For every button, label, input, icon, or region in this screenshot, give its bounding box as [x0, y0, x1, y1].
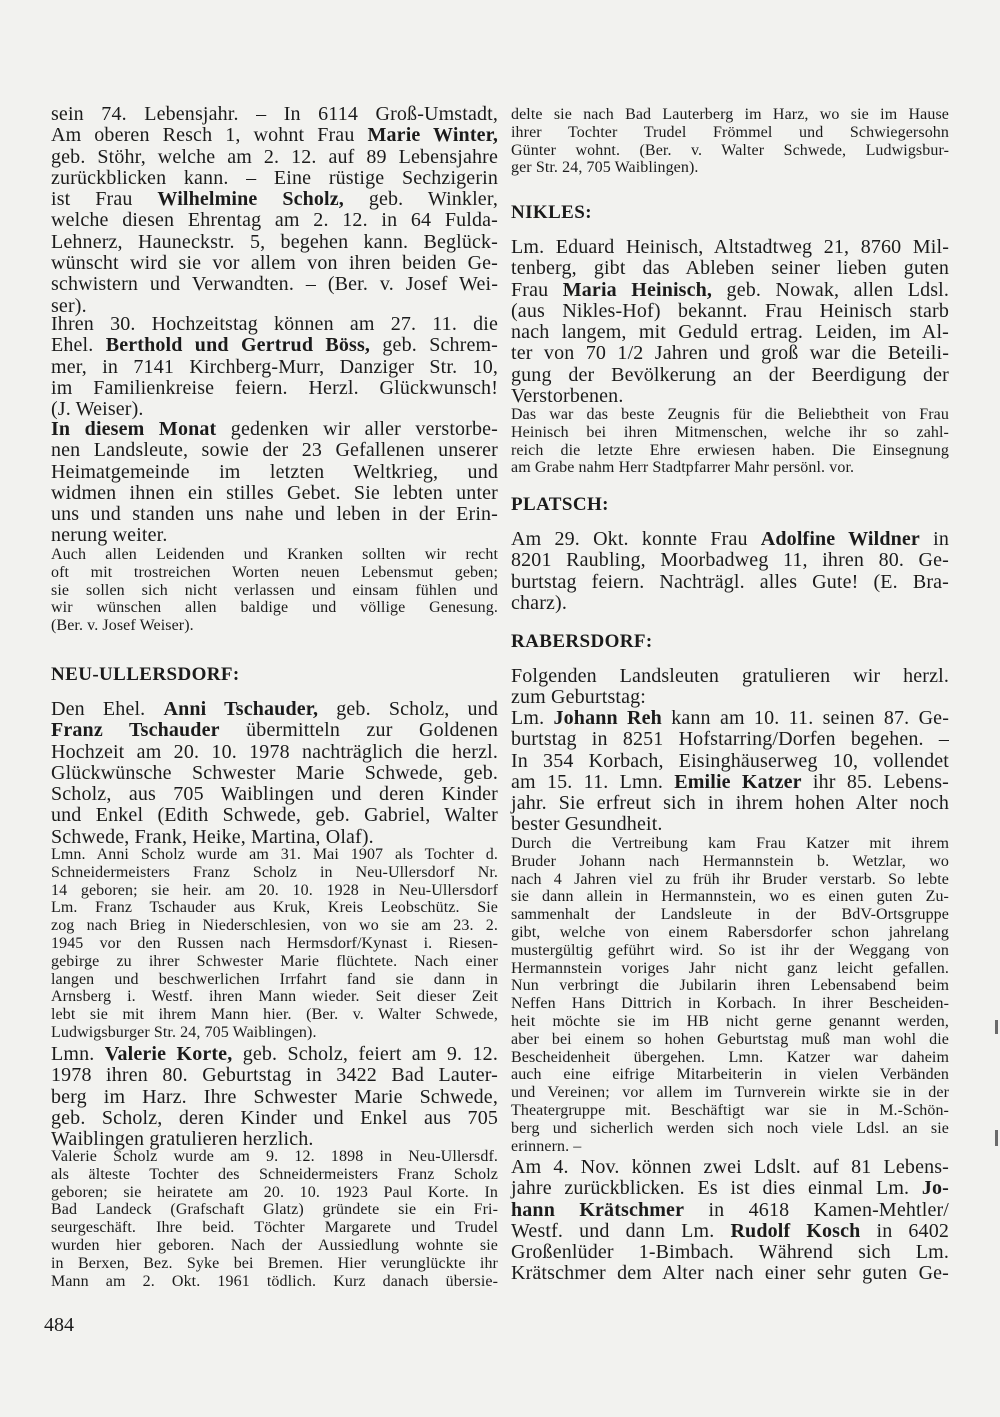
- paragraph-small-print: [511, 406, 949, 477]
- bold-name: Berthold und Gertrud Böss,: [105, 334, 371, 357]
- text-line: heit möchte sie im HB nicht gerne genannt werden,: [511, 1012, 949, 1030]
- text-line: aber bei einem so hohen Geburtstag muß man wohl die: [511, 1030, 949, 1048]
- paragraph-small-print: [511, 106, 949, 177]
- text-line: Lm. Franz Tschauder aus Kruk, Kreis Leobschütz. Sie: [51, 899, 498, 917]
- text-line: geb. Scholz, deren Kinder und Enkel aus 705: [51, 1106, 498, 1129]
- scan-edge-mark: [995, 1020, 998, 1034]
- scan-edge-mark: [995, 1130, 998, 1146]
- text-line: burtstag feiern. Nachträgl. alles Gute! (E. Bra-: [511, 570, 949, 593]
- section-heading: NEU-ULLERSDORF:: [51, 664, 240, 685]
- text-line: zog nach Brieg in Niederschlesien, von wo sie am 23. 2.: [51, 917, 498, 935]
- text-line: gebirge zu ihrer Schwester Marie flüchtete. Nach einer: [51, 952, 498, 970]
- bold-name: Maria Heinisch,: [562, 278, 713, 301]
- text-line: widmen ihnen ein stilles Gebet. Sie lebten unter: [51, 481, 498, 504]
- text-line: Theatergruppe mit. Beschäftigt war sie in M.-Schön-: [511, 1101, 949, 1119]
- text-line: Günter wohnt. (Ber. v. Walter Schwede, Ludwigsbur-: [511, 141, 949, 159]
- text-line: Scholz, aus 705 Waiblingen und deren Kinder: [51, 783, 498, 806]
- text-run: Frau: [511, 278, 563, 301]
- paragraph-small-print: [511, 835, 949, 1155]
- bold-name: Adolfine Wildner: [760, 528, 920, 550]
- text-line: im Familienkreise feiern. Herzl. Glückwunsch!: [51, 376, 498, 399]
- text-line: nach langem, mit Geduld ertrag. Leiden, im Al-: [511, 321, 949, 344]
- paragraph: [511, 1157, 949, 1285]
- paragraph-small-print: [51, 546, 498, 635]
- text-line: Bescheidenheit übergehen. Lmn. Katzer war daheim: [511, 1048, 949, 1066]
- text-line: (aus Nikles-Hof) bekannt. Frau Heinisch starb: [511, 299, 949, 322]
- text-line: geb. Stöhr, welche am 2. 12. auf 89 Lebensjahre: [51, 145, 498, 168]
- text-line: gung der Bevölkerung an der Beerdigung der: [511, 363, 949, 386]
- text-line: reich die letzte Ehre erwiesen haben. Die Einsegnung: [511, 441, 949, 459]
- text-run: übermitteln zur Goldenen: [219, 719, 498, 742]
- text-line: Schwede, Frank, Heike, Martina, Olaf).: [51, 825, 374, 848]
- paragraph: [51, 699, 498, 848]
- paragraph-small-print: [51, 846, 498, 1042]
- text-line: Das war das beste Zeugnis für die Beliebtheit von Frau: [511, 406, 949, 423]
- text-line: gibt, welche von einem Rabersdorfer schon jahrelang: [511, 923, 949, 941]
- paragraph: [51, 104, 498, 317]
- text-line: ger Str. 24, 705 Waiblingen).: [511, 159, 699, 177]
- text-line: 14 geboren; sie heir. am 20. 10. 1928 in Neu-Ullersdorf: [51, 881, 498, 899]
- paragraph: [51, 1044, 498, 1150]
- text-line: In 354 Korbach, Eisinghäuserweg 10, vollendet: [511, 749, 949, 772]
- text-run: geb. Scholz, feiert am 9. 12.: [232, 1043, 498, 1065]
- text-line: [51, 189, 498, 210]
- text-run: Lmn.: [51, 1043, 105, 1065]
- paragraph-small-print: [51, 1148, 498, 1290]
- text-run: geb. Nowak, allen Ldsl.: [712, 278, 950, 301]
- text-line: nerung weiter.: [51, 524, 168, 547]
- text-line: wünscht wird sie vor allem von ihren beiden Ge-: [51, 252, 498, 275]
- text-run: geb. Schrem-: [370, 334, 498, 357]
- text-line: Schneidermeisters Franz Scholz in Neu-Ullersdorf Nr.: [51, 863, 498, 881]
- text-line: Am 4. Nov. können zwei Ldslt. auf 81 Lebens-: [511, 1156, 949, 1178]
- text-line: seurgeschäft. Ihre beid. Töchter Margarete und Trudel: [51, 1219, 498, 1237]
- text-line: Großenlüder 1-Bimbach. Während sich Lm.: [511, 1241, 949, 1264]
- text-line: als älteste Tochter des Schneidermeisters Franz Scholz: [51, 1165, 498, 1183]
- text-line: burtstag in 8251 Hofstarring/Dorfen begehen. –: [511, 728, 949, 751]
- text-line: [51, 335, 498, 356]
- paragraph: [511, 529, 949, 614]
- text-line: Heimatgemeinde im letzten Weltkrieg, und: [51, 460, 498, 483]
- text-line: [511, 772, 949, 793]
- text-line: 8201 Raubling, Moorbadweg 11, ihren 80. Ge-: [511, 549, 949, 572]
- text-line: mer, in 7141 Kirchberg-Murr, Danziger Str. 10,: [51, 355, 498, 378]
- text-line: ihrer Tochter Trudel Frömmel und Schwiegersohn: [511, 123, 949, 141]
- paragraph: [511, 708, 949, 836]
- text-line: Folgenden Landsleuten gratulieren wir herzl.: [511, 665, 949, 687]
- text-line: Ludwigsburger Str. 24, 705 Waiblingen).: [51, 1023, 317, 1041]
- bold-name: Valerie Korte,: [104, 1043, 233, 1065]
- text-line: Auch allen Leidenden und Kranken sollten wir recht: [51, 546, 498, 563]
- text-run: Westf. und dann Lm.: [511, 1219, 731, 1242]
- text-line: lebt sie mit ihrem Mann hier. (Ber. v. Walter Schwede,: [51, 1006, 498, 1024]
- text-line: und Vereinen; vor allem im Turnverein wirkte sie in der: [511, 1084, 949, 1102]
- text-line: mustergültig geführt wird. So ist ihr der Weggang von: [511, 941, 949, 959]
- paragraph: [511, 666, 949, 709]
- text-line: Hochzeit am 20. 10. 1978 nachträglich die herzl.: [51, 740, 498, 763]
- section-heading: RABERSDORF:: [511, 631, 653, 652]
- text-run: Am 29. Okt. konnte Frau: [511, 528, 761, 550]
- text-line: Nun verbringt die Jubilarin ihren Lebensabend beim: [511, 977, 949, 995]
- text-line: sie dann allein in Hermannstein, wo es einen guten Zu-: [511, 888, 949, 906]
- text-line: oft mit trostreichen Worten neuen Lebensmut geben;: [51, 563, 498, 581]
- text-line: sein 74. Lebensjahr. – In 6114 Groß-Umstadt,: [51, 103, 498, 125]
- text-run: kann am 10. 11. seinen 87. Ge-: [661, 707, 950, 729]
- bold-name: Rudolf Kosch: [730, 1219, 861, 1242]
- text-line: Heinisch bei ihren Mitmenschen, welche ihr so zahl-: [511, 423, 949, 441]
- text-line: [51, 720, 498, 741]
- text-line: Bad Landeck (Grafschaft Glatz) gründete sie ein Fri-: [51, 1201, 498, 1219]
- text-line: berg und sicherlich werden sich noch viele Ldsl. an sie: [511, 1119, 949, 1137]
- text-line: welche diesen Ehrentag am 2. 12. in 64 Fulda-: [51, 209, 498, 232]
- text-line: ter von 70 1/2 Jahren und groß war die Beteili-: [511, 342, 949, 365]
- text-line: 1978 ihren 80. Geburtstag in 3422 Bad Lauter-: [51, 1064, 498, 1087]
- text-run: Den Ehel.: [51, 698, 164, 720]
- text-line: zurückblicken kann. – Eine rüstige Sechzigerin: [51, 166, 498, 189]
- text-line: ser).: [51, 294, 87, 317]
- text-line: nach 4 Jahren viel zu früh ihr Bruder verstarb. So lebte: [511, 870, 949, 888]
- paragraph: [511, 237, 949, 407]
- bold-name: Anni Tschauder,: [163, 698, 319, 720]
- text-line: [51, 699, 498, 720]
- text-line: [511, 529, 949, 550]
- text-line: wir wünschen allen baldige und völlige Genesung.: [51, 599, 498, 617]
- bold-name: Jo-: [921, 1177, 949, 1200]
- text-line: uns und standen uns nahe und leben in der Erin-: [51, 503, 498, 526]
- page-number: 484: [44, 1314, 74, 1336]
- text-line: [511, 1178, 949, 1199]
- text-line: 1945 vor den Russen nach Hermsdorf/Kynast i. Riesen-: [51, 934, 498, 952]
- text-line: [511, 1221, 949, 1242]
- text-line: Mann am 2. Okt. 1961 tödlich. Kurz danach übersie-: [51, 1272, 498, 1290]
- text-run: geb. Scholz, und: [318, 698, 498, 720]
- text-line: Bruder Johann nach Hermannstein b. Wetzlar, wo: [511, 852, 949, 870]
- bold-name: In diesem Monat: [51, 418, 217, 440]
- text-line: jahr. Sie erfreut sich in ihrem hohen Alter noch: [511, 792, 949, 815]
- text-run: ist Frau: [51, 188, 158, 211]
- text-line: [511, 708, 949, 729]
- text-line: Krätschmer dem Alter nach einer sehr guten Ge-: [511, 1262, 949, 1285]
- bold-name: Johann Reh: [553, 707, 662, 729]
- text-run: am 15. 11. Lmn.: [511, 770, 675, 793]
- text-line: [51, 1044, 498, 1065]
- text-line: sammenhalt der Landsleute in der BdV-Ortsgruppe: [511, 906, 949, 924]
- text-run: ihr 85. Lebens-: [801, 770, 949, 793]
- text-line: [511, 1200, 949, 1221]
- text-line: geboren; sie heiratete am 20. 10. 1923 Paul Korte. In: [51, 1183, 498, 1201]
- text-run: in 6402: [860, 1219, 949, 1242]
- text-run: gedenken wir aller verstorbe-: [216, 418, 498, 440]
- text-line: [51, 125, 498, 146]
- text-line: (Ber. v. Josef Weiser).: [51, 617, 194, 635]
- text-line: Verstorbenen.: [511, 385, 624, 408]
- text-line: schwistern und Verwandten. – (Ber. v. Josef Wei-: [51, 273, 498, 296]
- section-heading: NIKLES:: [511, 202, 592, 223]
- text-line: Ihren 30. Hochzeitstag können am 27. 11. die: [51, 313, 498, 335]
- section-heading: PLATSCH:: [511, 494, 609, 515]
- text-run: jahre zurückblicken. Es ist dies einmal Lm.: [511, 1177, 922, 1200]
- text-line: langen und beschwerlichen Irrfahrt fand sie dann in: [51, 970, 498, 988]
- text-line: wurden hier geboren. Nach der Aussiedlung wohnte sie: [51, 1236, 498, 1254]
- text-line: auch eine eifrige Mitarbeiterin in vielen Verbänden: [511, 1066, 949, 1084]
- text-line: Lehnerz, Hauneckstr. 5, begehen kann. Beglück-: [51, 230, 498, 253]
- paragraph: [51, 419, 498, 547]
- bold-name: Emilie Katzer: [674, 770, 802, 793]
- text-line: Neffen Hans Dittrich in Korbach. In ihrer Bescheiden-: [511, 995, 949, 1013]
- text-line: berg im Harz. Ihre Schwester Marie Schwede,: [51, 1085, 498, 1108]
- text-line: Waiblingen gratulieren herzlich.: [51, 1128, 314, 1151]
- text-line: bester Gesundheit.: [511, 813, 663, 836]
- text-line: erinnern. –: [511, 1137, 582, 1155]
- text-line: nen Landsleute, sowie der 23 Gefallenen unserer: [51, 439, 498, 462]
- text-line: am Grabe nahm Herr Stadtpfarrer Mahr persönl. vor.: [511, 459, 855, 477]
- text-line: tenberg, gibt das Ableben seiner lieben guten: [511, 257, 949, 280]
- text-line: delte sie nach Bad Lauterberg im Harz, wo sie im Hause: [511, 106, 949, 123]
- text-line: Glückwünsche Schwester Marie Schwede, geb.: [51, 761, 498, 784]
- text-run: Am oberen Resch 1, wohnt Frau: [51, 124, 368, 147]
- text-line: zum Geburtstag:: [511, 686, 646, 709]
- text-line: Lm. Eduard Heinisch, Altstadtweg 21, 8760 Mil-: [511, 236, 949, 258]
- text-run: in: [919, 528, 949, 550]
- text-run: Lm.: [511, 707, 554, 729]
- text-run: geb. Winkler,: [343, 188, 498, 211]
- text-line: [511, 280, 949, 301]
- bold-name: Franz Tschauder: [51, 719, 220, 742]
- text-run: Ehel.: [51, 334, 106, 357]
- bold-name: Marie Winter,: [367, 124, 498, 147]
- text-line: Valerie Scholz wurde am 9. 12. 1898 in Neu-Ullersdf.: [51, 1148, 498, 1165]
- bold-name: Wilhelmine Scholz,: [157, 188, 344, 211]
- text-line: charz).: [511, 591, 568, 614]
- text-line: Durch die Vertreibung kam Frau Katzer mit ihrem: [511, 835, 949, 852]
- text-run: in 4618 Kamen-Mehtler/: [684, 1198, 949, 1221]
- text-line: [51, 419, 498, 440]
- text-line: (J. Weiser).: [51, 398, 144, 421]
- text-line: Hermannstein voriges Jahr nicht ganz leicht gefallen.: [511, 959, 949, 977]
- text-line: in Berxen, Bez. Syke bei Bremen. Hier verunglückte ihr: [51, 1254, 498, 1272]
- text-line: Lmn. Anni Scholz wurde am 31. Mai 1907 als Tochter d.: [51, 846, 498, 863]
- bold-name: hann Krätschmer: [511, 1198, 685, 1221]
- text-line: und Enkel (Edith Schwede, geb. Gabriel, Walter: [51, 804, 498, 827]
- text-line: sie sollen sich nicht verlassen und einsam fühlen und: [51, 581, 498, 599]
- text-line: Arnsberg i. Westf. ihren Mann wieder. Seit dieser Zeit: [51, 988, 498, 1006]
- paragraph: [51, 314, 498, 420]
